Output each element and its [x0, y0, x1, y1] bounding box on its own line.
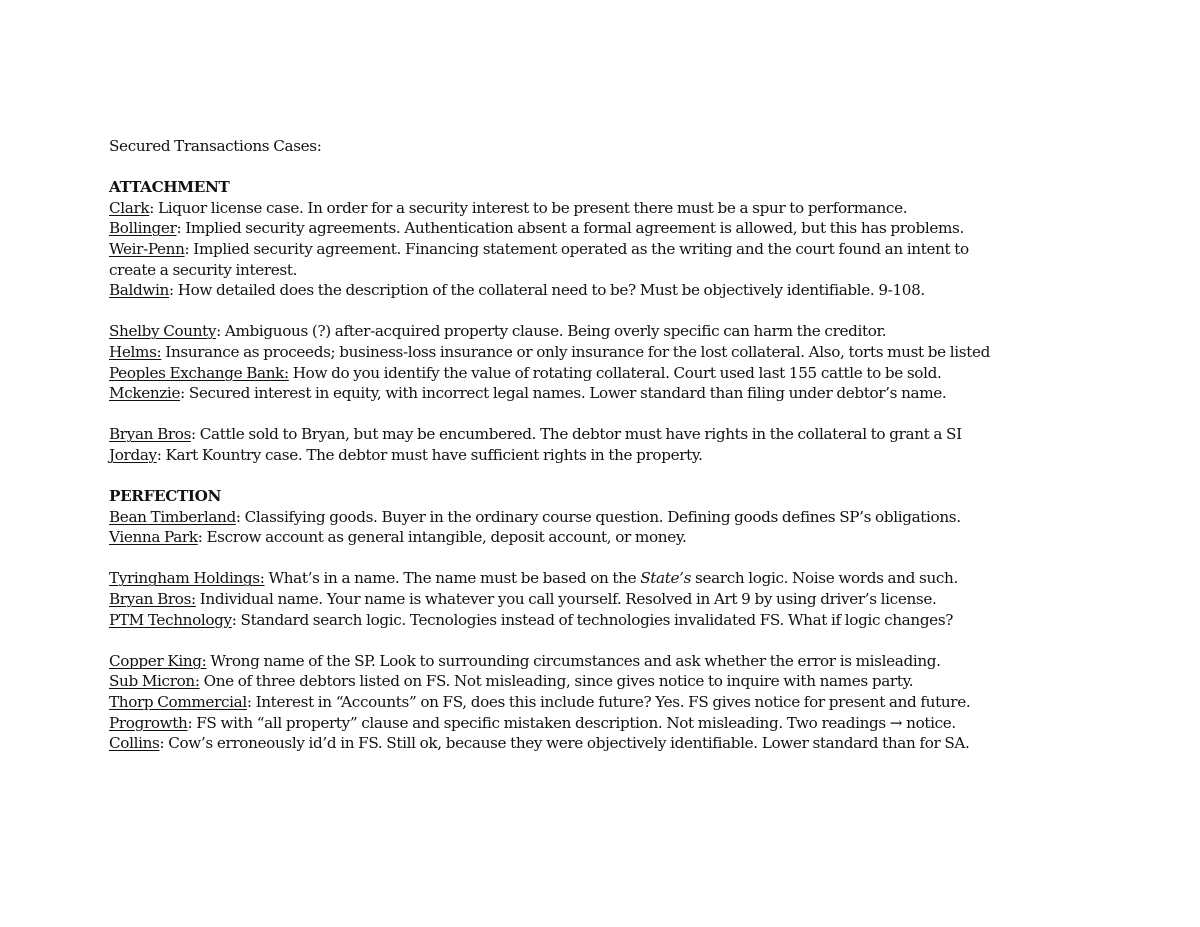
case-summary: : Cow’s erroneously id’d in FS. Still ok, because they were objectively identifiable. Lower standard than for SA.	[159, 734, 970, 753]
document-title: Secured Transactions Cases:	[109, 137, 322, 155]
case-summary: Insurance as proceeds; business-loss insurance or only insurance for the lost collateral. Also, torts must be listed	[161, 342, 990, 361]
case-name: Helms:	[109, 342, 162, 361]
case-summary: search logic. Noise words and such.	[691, 569, 958, 588]
section-heading-perfection: PERFECTION	[109, 487, 222, 506]
case-entry	[109, 733, 1189, 754]
case-name: Bollinger	[109, 219, 177, 238]
case-entry	[109, 218, 1189, 239]
case-name: Sub Micron:	[109, 672, 200, 691]
case-entry	[109, 610, 1189, 631]
case-name: Tyringham Holdings:	[109, 569, 265, 588]
case-summary: : Liquor license case. In order for a security interest to be present there must be a spur to performance.	[149, 198, 908, 217]
blank-line	[109, 301, 1189, 322]
case-name: Weir-Penn	[109, 239, 185, 258]
case-name: Clark	[109, 198, 150, 217]
case-entry	[109, 383, 1189, 404]
case-name: Progrowth	[109, 713, 188, 732]
case-entry	[109, 342, 1189, 363]
case-name: Bryan Bros	[109, 425, 192, 444]
case-entry-continuation: create a security interest.	[109, 260, 298, 279]
case-name: Jorday	[109, 445, 157, 464]
case-entry	[109, 692, 1189, 713]
case-entry	[109, 321, 1189, 342]
case-entry	[109, 363, 1189, 384]
case-entry	[109, 568, 1189, 589]
case-summary: : Classifying goods. Buyer in the ordinary course question. Defining goods defines SP’s obligations.	[235, 507, 961, 526]
case-summary: One of three debtors listed on FS. Not misleading, since gives notice to inquire with names party.	[199, 672, 914, 691]
case-entry	[109, 651, 1189, 672]
case-name: Collins	[109, 734, 160, 753]
case-summary: : FS with “all property” clause and specific mistaken description. Not misleading. Two readings → notice.	[187, 713, 956, 732]
case-name: Thorp Commercial	[109, 693, 247, 712]
case-summary: : How detailed does the description of the collateral need to be? Must be objectively identifiable. 9-108.	[168, 281, 925, 300]
document-page	[109, 136, 1189, 754]
case-summary: Wrong name of the SP. Look to surrounding circumstances and ask whether the error is misleading.	[206, 651, 941, 670]
case-name: Mckenzie	[109, 384, 181, 403]
blank-line	[109, 404, 1189, 425]
case-entry	[109, 527, 1189, 548]
section-heading-attachment: ATTACHMENT	[109, 178, 230, 197]
case-entry	[109, 198, 1189, 219]
case-summary: What’s in a name. The name must be based on the	[264, 569, 641, 588]
case-name: Bean Timberland	[109, 507, 236, 526]
case-summary: : Escrow account as general intangible, deposit account, or money.	[197, 528, 687, 547]
case-name: Vienna Park	[109, 528, 198, 547]
case-summary: How do you identify the value of rotating collateral. Court used last 155 cattle to be sold.	[288, 363, 942, 382]
case-entry	[109, 671, 1189, 692]
blank-line	[109, 466, 1189, 487]
case-summary: : Secured interest in equity, with incorrect legal names. Lower standard than filing under debtor’s name.	[180, 384, 947, 403]
case-name: Baldwin	[109, 281, 169, 300]
case-summary: Individual name. Your name is whatever you call yourself. Resolved in Art 9 by using driver’s license.	[195, 590, 937, 609]
case-name: Copper King:	[109, 651, 207, 670]
case-name: Peoples Exchange Bank:	[109, 363, 289, 382]
case-entry	[109, 589, 1189, 610]
case-name: Shelby County	[109, 322, 217, 341]
case-summary: : Cattle sold to Bryan, but may be encumbered. The debtor must have rights in the collateral to grant a SI	[191, 425, 962, 444]
case-name: Bryan Bros:	[109, 590, 196, 609]
case-summary: : Standard search logic. Tecnologies instead of technologies invalidated FS. What if logic changes?	[231, 610, 954, 629]
case-summary: : Interest in “Accounts” on FS, does this include future? Yes. FS gives notice for present and future.	[246, 693, 971, 712]
blank-line	[109, 548, 1189, 569]
case-entry	[109, 424, 1189, 445]
case-summary-italic: State’s	[640, 569, 692, 588]
case-entry	[109, 239, 1189, 260]
case-summary: : Implied security agreement. Financing statement operated as the writing and the court found an intent to	[184, 239, 969, 258]
case-entry	[109, 445, 1189, 466]
case-name: PTM Technology	[109, 610, 232, 629]
blank-line	[109, 630, 1189, 651]
case-entry	[109, 280, 1189, 301]
case-summary: : Implied security agreements. Authentication absent a formal agreement is allowed, but this has problems.	[176, 219, 964, 238]
case-entry	[109, 713, 1189, 734]
case-summary: : Kart Kountry case. The debtor must have sufficient rights in the property.	[156, 445, 703, 464]
blank-line	[109, 157, 1189, 178]
case-entry	[109, 507, 1189, 528]
case-summary: : Ambiguous (?) after-acquired property clause. Being overly specific can harm the creditor.	[216, 322, 887, 341]
